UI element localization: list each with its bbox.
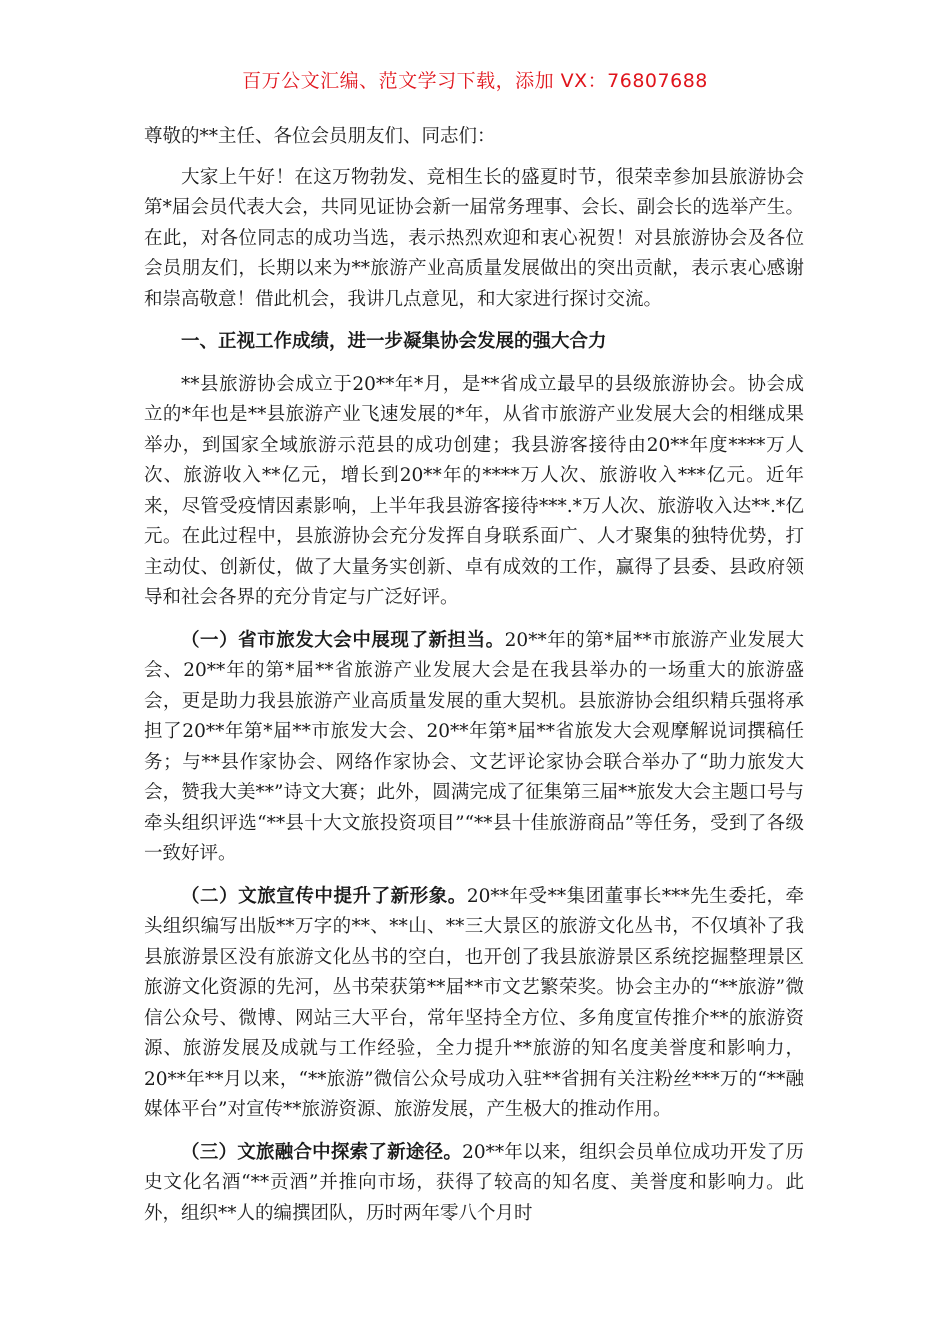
item-1-body: 20**年的第*届**市旅游产业发展大会、20**年的第*届**省旅游产业发展大会是在我县举办的一场重大的旅游盛会，更是助力我县旅游产业高质量发展的重大契机。县旅游协会组织精兵强将承担了20**年第*届**市旅发大会、20**年第*届**省旅发大会观摩解说词撰稿任务；与**县作家协会、网络作家协会、文艺评论家协会联合举办了“助力旅发大会，赞我大美**”诗文大赛；此外，圆满完成了征集第三届**旅发大会主题口号与牵头组织评选“**县十大文旅投资项目”“**县十佳旅游商品”等任务，受到了各级一致好评。 [144, 629, 804, 864]
item-1-lead: （一）省市旅发大会中展现了新担当。 [181, 629, 505, 651]
item-2-paragraph [144, 882, 804, 1126]
item-3-paragraph [144, 1138, 804, 1230]
item-2-lead: （二）文旅宣传中提升了新形象。 [181, 885, 467, 907]
item-3-body: 20**年以来，组织会员单位成功开发了历史文化名酒“**贡酒”并推向市场，获得了较高的知名度、美誉度和影响力。此外，组织**人的编撰团队，历时两年零八个月时 [144, 1141, 804, 1224]
section-heading-1: 一、正视工作成绩，进一步凝集协会发展的强大合力 [181, 331, 607, 352]
item-1-paragraph [144, 626, 804, 870]
salutation: 尊敬的**主任、各位会员朋友们、同志们： [144, 126, 496, 147]
watermark-header: 百万公文汇编、范文学习下载，添加 VX：76807688 [242, 70, 708, 92]
item-2-body: 20**年受**集团董事长***先生委托，牵头组织编写出版**万字的**、**山、**三大景区的旅游文化丛书，不仅填补了我县旅游景区没有旅游文化丛书的空白，也开创了我县旅游景区系统挖掘整理景区旅游文化资源的先河，丛书荣获第**届**市文艺繁荣奖。协会主办的“**旅游”微信公众号、微博、网站三大平台，常年坚持全方位、多角度宣传推介**的旅游资源、旅游发展及成就与工作经验，全力提升**旅游的知名度美誉度和影响力，20**年**月以来，“**旅游”微信公众号成功入驻**省拥有关注粉丝***万的“**融媒体平台”对宣传**旅游资源、旅游发展，产生极大的推动作用。 [144, 885, 804, 1120]
section-1-paragraph: **县旅游协会成立于20**年*月，是**省成立最早的县级旅游协会。协会成立的*年也是**县旅游产业飞速发展的*年，从省市旅游产业发展大会的相继成果举办，到国家全域旅游示范县的成功创建；我县游客接待由20**年度****万人次、旅游收入**亿元，增长到20**年的****万人次、旅游收入***亿元。近年来，尽管受疫情因素影响，上半年我县游客接待***.*万人次、旅游收入达**.*亿元。在此过程中，县旅游协会充分发挥自身联系面广、人才聚集的独特优势，打主动仗、创新仗，做了大量务实创新、卓有成效的工作，赢得了县委、县政府领导和社会各界的充分肯定与广泛好评。 [144, 373, 804, 608]
document-body [144, 122, 804, 1241]
item-3-lead: （三）文旅融合中探索了新途径。 [181, 1141, 463, 1163]
intro-paragraph: 大家上午好！在这万物勃发、竞相生长的盛夏时节，很荣幸参加县旅游协会第*届会员代表大会，共同见证协会新一届常务理事、会长、副会长的选举产生。在此，对各位同志的成功当选，表示热烈欢迎和衷心祝贺！对县旅游协会及各位会员朋友们，长期以来为**旅游产业高质量发展做出的突出贡献，表示衷心感谢和崇高敬意！借此机会，我讲几点意见，和大家进行探讨交流。 [144, 166, 804, 310]
